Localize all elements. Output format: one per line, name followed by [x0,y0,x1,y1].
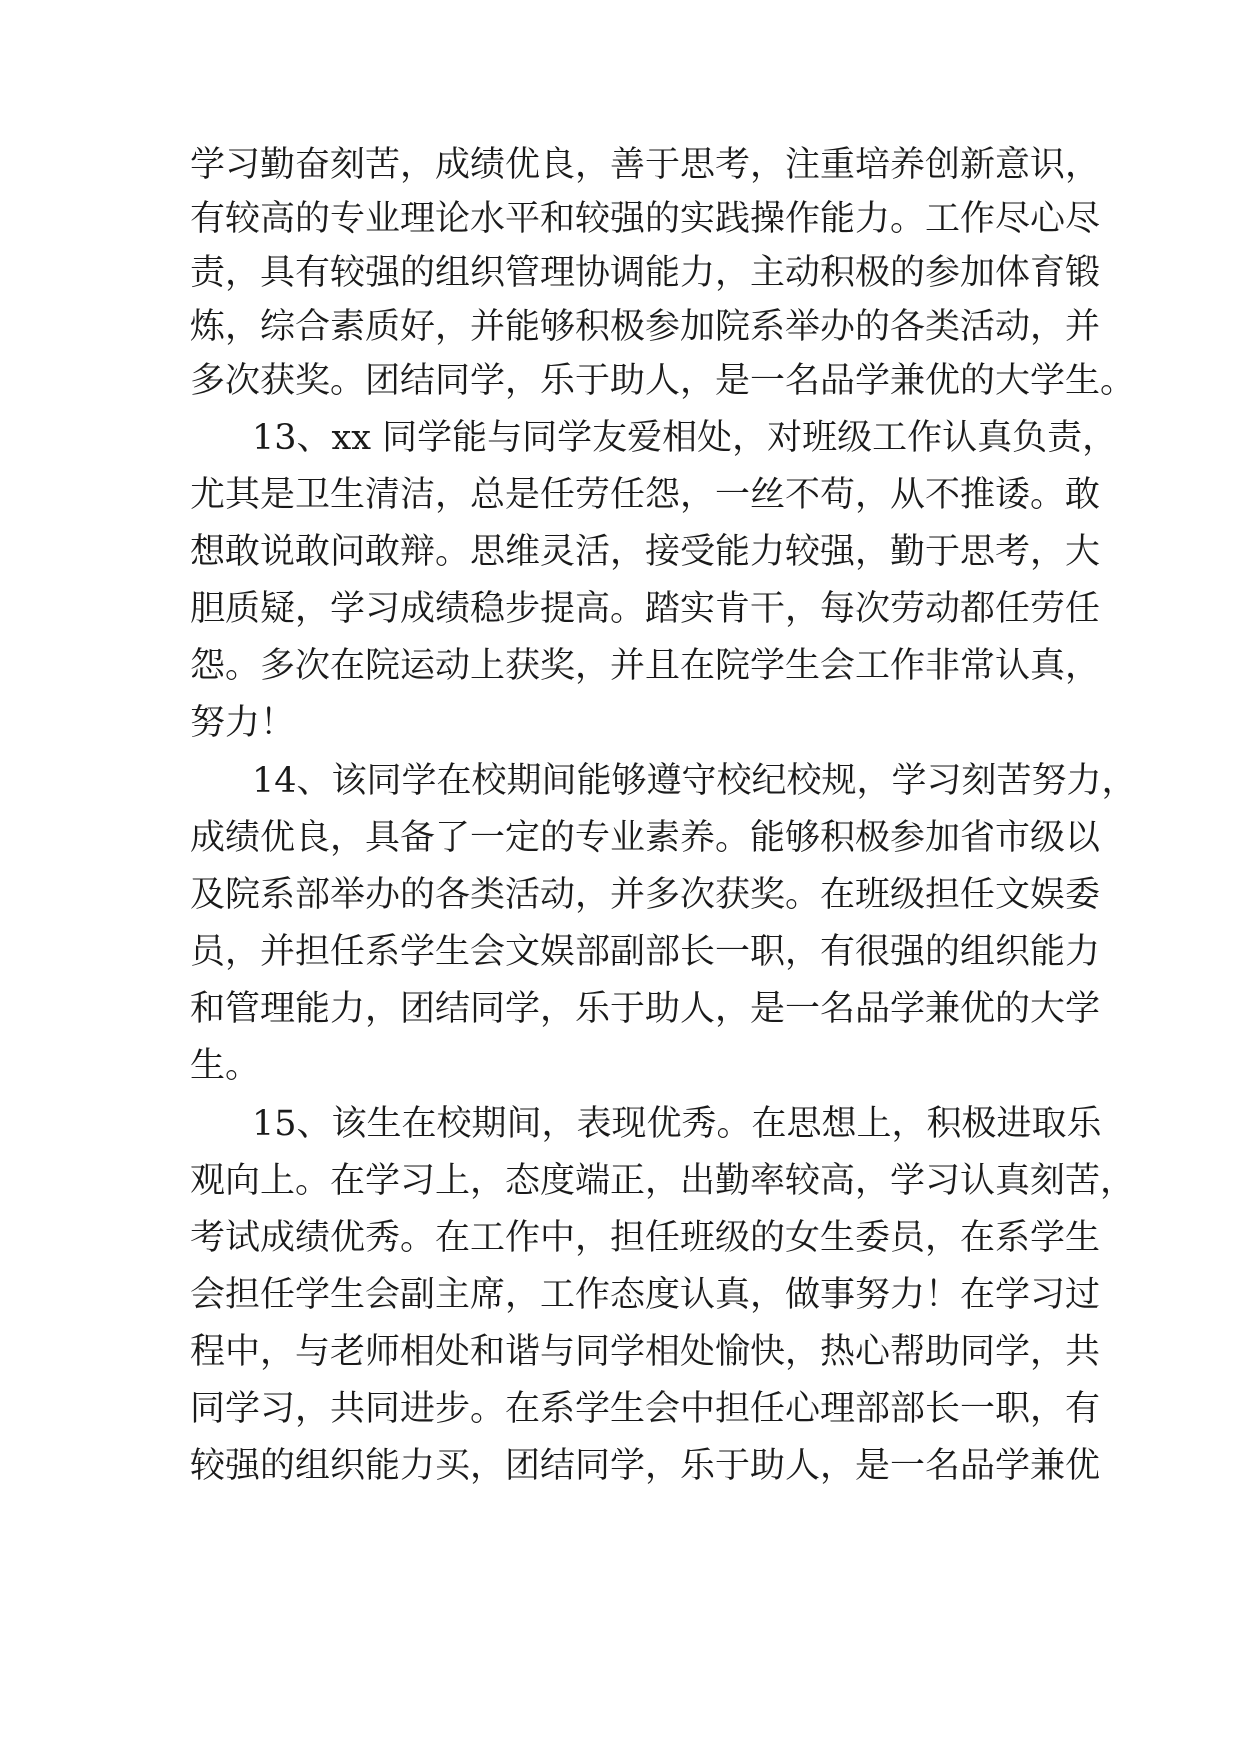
text-line: 成绩优良，具备了一定的专业素养。能够积极参加省市级以 [190,818,1101,858]
text-line: 观向上。在学习上，态度端正，出勤率较高，学习认真刻苦， [190,1161,1136,1201]
paragraph-15-first-line: 15、该生在校期间，表现优秀。在思想上，积极进取乐 [252,1104,1102,1144]
text-line: 胆质疑，学习成绩稳步提高。踏实肯干，每次劳动都任劳任 [190,589,1101,629]
text-line: 和管理能力，团结同学，乐于助人，是一名品学兼优的大学 [190,989,1101,1029]
text-line: 较强的组织能力买，团结同学，乐于助人，是一名品学兼优 [190,1446,1101,1486]
text-line: 想敢说敢问敢辩。思维灵活，接受能力较强，勤于思考，大 [190,532,1101,572]
text-line: 努力！ [190,703,296,743]
text-line: 怨。多次在院运动上获奖，并且在院学生会工作非常认真， [190,646,1101,686]
text-line: 及院系部举办的各类活动，并多次获奖。在班级担任文娱委 [190,875,1101,915]
text-line: 学习勤奋刻苦，成绩优良，善于思考，注重培养创新意识， [190,145,1101,185]
text-line: 生。 [190,1046,261,1086]
text-line: 员，并担任系学生会文娱部副部长一职，有很强的组织能力 [190,932,1101,972]
paragraph-13-first-line: 13、xx 同学能与同学友爱相处，对班级工作认真负责， [252,418,1118,458]
text-line: 有较高的专业理论水平和较强的实践操作能力。工作尽心尽 [190,199,1101,239]
paragraph-14-first-line: 14、该同学在校期间能够遵守校纪校规，学习刻苦努力， [252,761,1137,801]
text-line: 责，具有较强的组织管理协调能力，主动积极的参加体育锻 [190,253,1101,293]
text-line: 会担任学生会副主席，工作态度认真，做事努力！在学习过 [190,1275,1101,1315]
text-line: 考试成绩优秀。在工作中，担任班级的女生委员，在系学生 [190,1218,1101,1258]
text-line: 尤其是卫生清洁，总是任劳任怨，一丝不苟，从不推诿。敢 [190,475,1101,515]
text-line: 程中，与老师相处和谐与同学相处愉快，热心帮助同学，共 [190,1332,1101,1372]
text-line: 同学习，共同进步。在系学生会中担任心理部部长一职，有 [190,1389,1101,1429]
text-line: 多次获奖。团结同学，乐于助人，是一名品学兼优的大学生。 [190,361,1136,401]
text-line: 炼，综合素质好，并能够积极参加院系举办的各类活动，并 [190,307,1101,347]
